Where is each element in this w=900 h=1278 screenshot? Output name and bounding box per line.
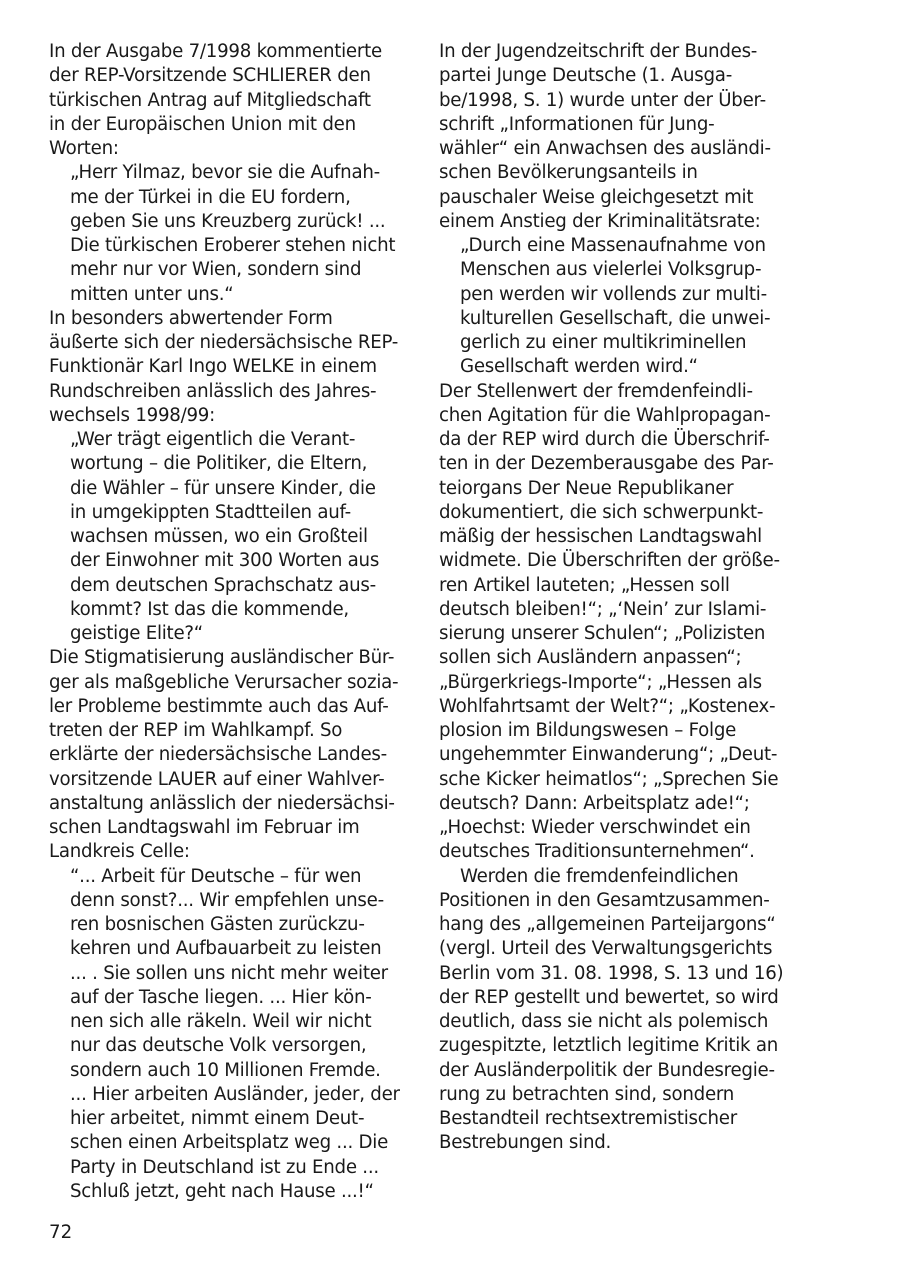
- text-line: ungehemmter Einwanderung“; „Deut-: [439, 744, 778, 766]
- text-line: Landkreis Celle:: [49, 841, 190, 863]
- quote-line: “... Arbeit für Deutsche – für wen: [70, 865, 362, 887]
- quote-line: wortung – die Politiker, die Eltern,: [70, 453, 368, 475]
- paragraph-stellenwert: [439, 380, 811, 865]
- quote-line: ... . Sie sollen uns nicht mehr weiter: [70, 962, 388, 984]
- text-line: sierung unserer Schulen“; „Polizisten: [439, 623, 766, 644]
- quote-line: wachsen müssen, wo ein Großteil: [70, 526, 368, 547]
- text-line: in der Europäischen Union mit den: [49, 113, 356, 135]
- paragraph-junge-deutsche: [439, 40, 811, 234]
- text-line: plosion im Bildungswesen – Folge: [439, 720, 737, 741]
- text-line: Bestrebungen sind.: [439, 1132, 612, 1154]
- text-line: rung zu betrachten sind, sondern: [439, 1083, 735, 1105]
- quote-line: mehr nur vor Wien, sondern sind: [70, 259, 362, 281]
- text-line: Wohlfahrtsamt der Welt?“; „Kostenex-: [439, 695, 776, 717]
- quote-line: „Wer trägt eigentlich die Verant-: [70, 429, 356, 450]
- text-line: Rundschreiben anlässlich des Jahres-: [49, 380, 377, 402]
- quote-massenaufnahme: [439, 234, 811, 380]
- text-line: deutsches Traditionsunternehmen“.: [439, 841, 755, 863]
- quote-line: me der Türkei in die EU fordern,: [70, 186, 351, 208]
- quote-line: kehren und Aufbauarbeit zu leisten: [70, 938, 382, 960]
- quote-line: Schluß jetzt, geht nach Hause ...!“: [70, 1180, 374, 1202]
- quote-line: sondern auch 10 Millionen Fremde.: [70, 1059, 381, 1081]
- text-line: mäßig der hessischen Landtagswahl: [439, 526, 762, 547]
- quote-line: auf der Tasche liegen. ... Hier kön-: [70, 986, 372, 1008]
- text-line: der REP-Vorsitzende SCHLIERER den: [49, 65, 371, 87]
- text-line: Funktionär Karl Ingo WELKE in einem: [49, 356, 377, 378]
- text-line: wähler“ ein Anwachsen des ausländi-: [439, 138, 771, 159]
- text-line: einem Anstieg der Kriminalitätsrate:: [439, 210, 761, 232]
- text-line: (vergl. Urteil des Verwaltungsgerichts: [439, 938, 773, 960]
- text-line: „Hoechst: Wieder verschwindet ein: [439, 817, 751, 838]
- text-line: äußerte sich der niedersächsische REP-: [49, 332, 399, 353]
- text-line: da der REP wird durch die Überschrif-: [439, 429, 770, 450]
- text-line: ten in der Dezemberausgabe des Par-: [439, 453, 774, 475]
- text-line: schen Bevölkerungsanteils in: [439, 162, 698, 184]
- quote-line: kommt? Ist das die kommende,: [70, 598, 349, 620]
- text-line: In besonders abwertender Form: [49, 307, 333, 329]
- quote-line: ren bosnischen Gästen zurückzu-: [70, 914, 365, 935]
- text-line: treten der REP im Wahlkampf. So: [49, 720, 343, 741]
- quote-line: schen einen Arbeitsplatz weg ... Die: [70, 1132, 389, 1154]
- text-line: partei Junge Deutsche (1. Ausga-: [439, 65, 733, 87]
- quote-line: Menschen aus vielerlei Volksgrup-: [460, 259, 762, 281]
- paragraph-welke: [49, 307, 411, 428]
- quote-line: pen werden wir vollends zur multi-: [460, 283, 767, 305]
- text-line: wechsels 1998/99:: [49, 404, 216, 426]
- quote-line: Gesellschaft werden wird.“: [460, 356, 698, 378]
- quote-line: die Wähler – für unsere Kinder, die: [70, 477, 376, 499]
- text-line: be/1998, S. 1) wurde unter der Über-: [439, 89, 766, 111]
- text-line: vorsitzende LAUER auf einer Wahlver-: [49, 768, 385, 790]
- quote-line: ... Hier arbeiten Ausländer, jeder, der: [70, 1083, 400, 1105]
- text-line: der REP gestellt und bewertet, so wird: [439, 986, 779, 1008]
- text-line: deutlich, dass sie nicht als polemisch: [439, 1011, 769, 1032]
- quote-line: geistige Elite?“: [70, 623, 203, 644]
- quote-line: nen sich alle räkeln. Weil wir nicht: [70, 1011, 372, 1032]
- text-line: teiorgans Der Neue Republikaner: [439, 477, 734, 499]
- text-line: schrift „Informationen für Jung-: [439, 113, 715, 135]
- text-line: schen Landtagswahl im Februar im: [49, 817, 360, 838]
- quote-lauer: [49, 865, 411, 1205]
- quote-line: nur das deutsche Volk versorgen,: [70, 1035, 367, 1057]
- text-line: ger als maßgebliche Verursacher sozia-: [49, 671, 399, 693]
- text-line: der Ausländerpolitik der Bundesregie-: [439, 1059, 775, 1081]
- quote-line: denn sonst?... Wir empfehlen unse-: [70, 889, 384, 911]
- quote-line: „Durch eine Massenaufnahme von: [460, 235, 766, 256]
- paragraph-stigmatisierung: [49, 646, 411, 864]
- right-column: [439, 40, 811, 1156]
- text-line: deutsch bleiben!“; „‘Nein’ zur Islami-: [439, 598, 767, 620]
- text-line: In der Jugendzeitschrift der Bundes-: [439, 41, 758, 62]
- left-column: [49, 40, 411, 1204]
- quote-line: der Einwohner mit 300 Worten aus: [70, 550, 380, 572]
- text-line: ler Probleme bestimmte auch das Auf-: [49, 695, 389, 717]
- text-line: Bestandteil rechtsextremistischer: [439, 1108, 737, 1129]
- paragraph-bewertung: [439, 865, 811, 1156]
- text-line: widmete. Die Überschriften der größe-: [439, 550, 780, 572]
- quote-line: in umgekippten Stadtteilen auf-: [70, 501, 351, 523]
- paragraph-ausgabe-schlierer: [49, 40, 411, 161]
- text-line: anstaltung anlässlich der niedersächsi-: [49, 792, 395, 814]
- quote-line: „Herr Yilmaz, bevor sie die Aufnah-: [70, 162, 380, 184]
- text-line: sollen sich Ausländern anpassen“;: [439, 647, 742, 669]
- quote-welke: [49, 428, 411, 646]
- page-number: 72: [49, 1222, 73, 1243]
- text-line: „Bürgerkriegs-Importe“; „Hessen als: [439, 671, 762, 693]
- text-line: Worten:: [49, 138, 119, 159]
- text-line: ren Artikel lauteten; „Hessen soll: [439, 574, 730, 596]
- quote-line: mitten unter uns.“: [70, 283, 234, 305]
- quote-line: kulturellen Gesellschaft, die unwei-: [460, 307, 771, 329]
- text-line: türkischen Antrag auf Mitgliedschaft: [49, 89, 371, 111]
- text-line: Der Stellenwert der fremdenfeindli-: [439, 380, 753, 402]
- text-line: Berlin vom 31. 08. 1998, S. 13 und 16): [439, 962, 784, 984]
- text-line: Werden die fremdenfeindlichen: [460, 865, 739, 887]
- text-line: dokumentiert, die sich schwerpunkt-: [439, 501, 764, 523]
- text-line: deutsch? Dann: Arbeitsplatz ade!“;: [439, 792, 750, 814]
- quote-line: Party in Deutschland ist zu Ende ...: [70, 1156, 379, 1178]
- quote-line: hier arbeitet, nimmt einem Deut-: [70, 1108, 365, 1129]
- quote-line: dem deutschen Sprachschatz aus-: [70, 574, 376, 596]
- text-line: Die Stigmatisierung ausländischer Bür-: [49, 647, 395, 669]
- text-line: chen Agitation für die Wahlpropagan-: [439, 404, 771, 426]
- text-line: In der Ausgabe 7/1998 kommentierte: [49, 41, 382, 62]
- text-line: erklärte der niedersächsische Landes-: [49, 744, 387, 766]
- quote-schlierer: [49, 161, 411, 307]
- text-line: Positionen in den Gesamtzusammen-: [439, 889, 770, 911]
- text-line: hang des „allgemeinen Parteijargons“: [439, 914, 776, 935]
- quote-line: geben Sie uns Kreuzberg zurück! ...: [70, 210, 386, 232]
- text-line: zugespitzte, letztlich legitime Kritik an: [439, 1035, 778, 1057]
- text-line: sche Kicker heimatlos“; „Sprechen Sie: [439, 768, 779, 790]
- quote-line: Die türkischen Eroberer stehen nicht: [70, 235, 396, 256]
- text-line: pauschaler Weise gleichgesetzt mit: [439, 186, 754, 208]
- quote-line: gerlich zu einer multikriminellen: [460, 332, 747, 353]
